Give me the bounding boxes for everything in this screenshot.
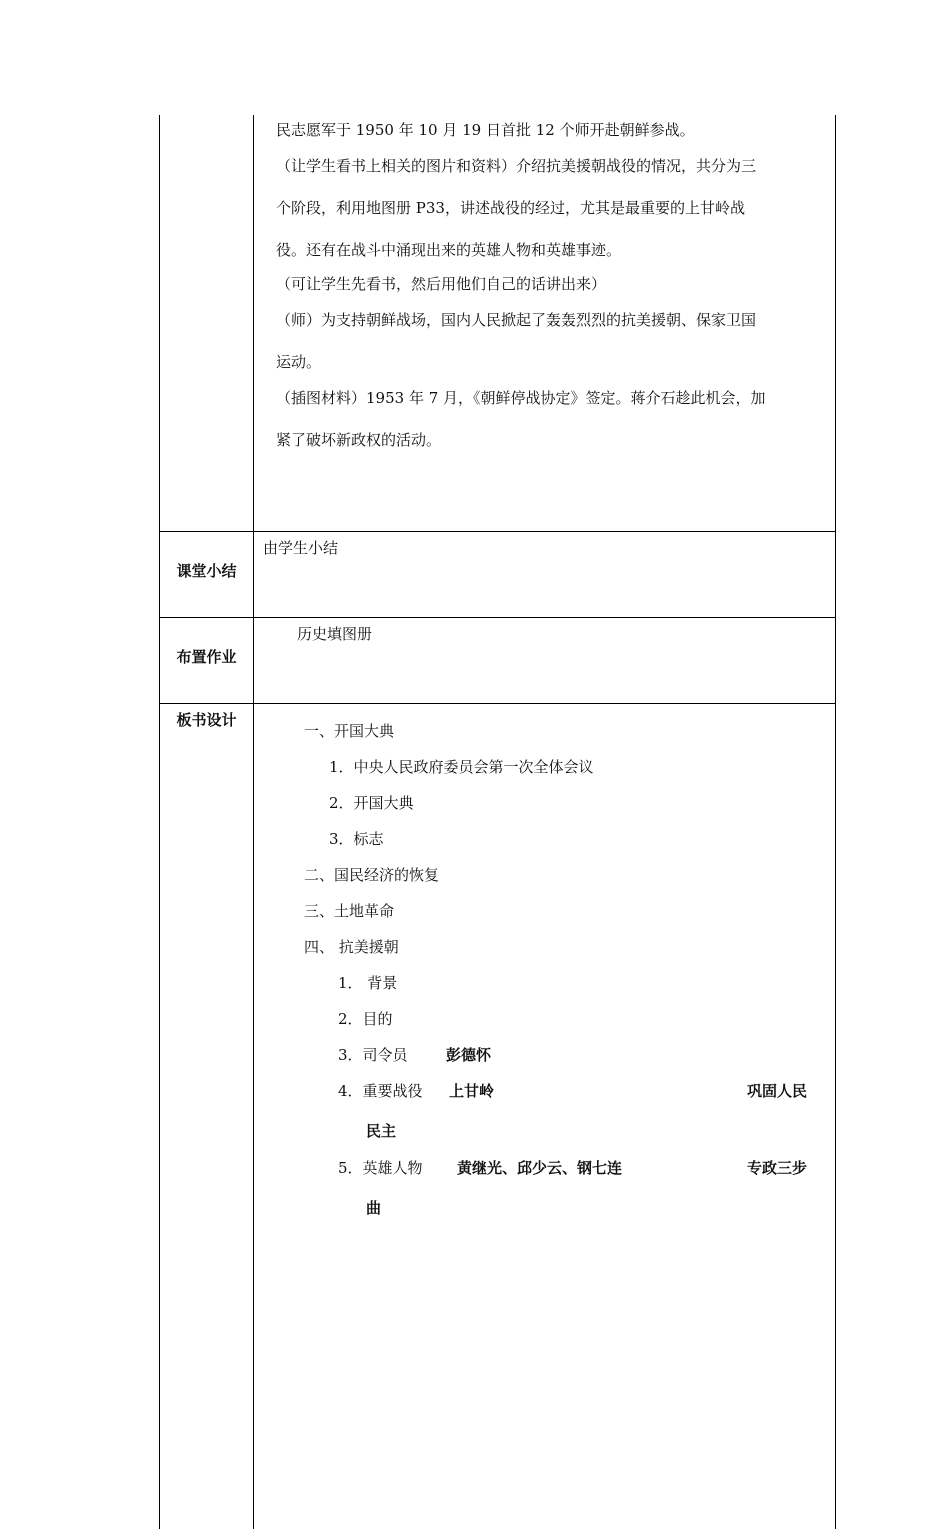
board-item: 2．目的 bbox=[338, 1010, 393, 1028]
board-right-note: 巩固人民 bbox=[747, 1082, 808, 1100]
row-divider bbox=[159, 703, 836, 704]
paragraph-line: 个阶段，利用地图册 P33，讲述战役的经过，尤其是最重要的上甘岭战 bbox=[276, 199, 745, 217]
board-section-1: 一、开国大典 bbox=[304, 722, 395, 740]
paragraph-line: （可让学生先看书，然后用他们自己的话讲出来） bbox=[276, 275, 607, 293]
board-item: 3．标志 bbox=[329, 830, 384, 848]
heroes-names: 黄继光、邱少云、钢七连 bbox=[457, 1159, 623, 1177]
paragraph-line: （让学生看书上相关的图片和资料）介绍抗美援朝战役的情况，共分为三 bbox=[276, 157, 757, 175]
paragraph-line: 役。还有在战斗中涌现出来的英雄人物和英雄事迹。 bbox=[276, 241, 622, 259]
lesson-plan-table bbox=[159, 115, 836, 1529]
battle-name: 上甘岭 bbox=[449, 1082, 495, 1100]
table-right-border bbox=[835, 115, 836, 1529]
board-right-note: 专政三步 bbox=[747, 1159, 808, 1177]
board-item: 4．重要战役 bbox=[338, 1082, 423, 1100]
board-right-note-cont: 民主 bbox=[366, 1122, 397, 1140]
row-divider bbox=[159, 617, 836, 618]
board-item: 3．司令员 bbox=[338, 1046, 408, 1064]
table-left-border bbox=[159, 115, 160, 1529]
board-section-3: 三、土地革命 bbox=[304, 902, 395, 920]
board-item: 2．开国大典 bbox=[329, 794, 414, 812]
board-design-label: 板书设计 bbox=[176, 711, 237, 729]
paragraph-line: 民志愿军于 1950 年 10 月 19 日首批 12 个师开赴朝鲜参战。 bbox=[276, 121, 695, 139]
paragraph-line: 紧了破坏新政权的活动。 bbox=[276, 431, 442, 449]
board-section-2: 二、国民经济的恢复 bbox=[304, 866, 440, 884]
summary-content: 由学生小结 bbox=[263, 539, 339, 557]
homework-content: 历史填图册 bbox=[297, 625, 373, 643]
table-column-divider bbox=[253, 115, 254, 1529]
row-divider bbox=[159, 531, 836, 532]
board-section-4: 四、 抗美援朝 bbox=[304, 938, 399, 956]
paragraph-line: （师）为支持朝鲜战场，国内人民掀起了轰轰烈烈的抗美援朝、保家卫国 bbox=[276, 311, 757, 329]
homework-label: 布置作业 bbox=[176, 648, 237, 666]
paragraph-line: （插图材料）1953 年 7 月，《朝鲜停战协定》签定。蒋介石趁此机会，加 bbox=[276, 389, 766, 407]
summary-label: 课堂小结 bbox=[176, 562, 237, 580]
board-right-note-cont: 曲 bbox=[366, 1199, 382, 1217]
board-item: 1． 背景 bbox=[338, 974, 398, 992]
paragraph-line: 运动。 bbox=[276, 353, 322, 371]
commander-name: 彭德怀 bbox=[446, 1046, 492, 1064]
board-item: 1．中央人民政府委员会第一次全体会议 bbox=[329, 758, 594, 776]
board-item: 5．英雄人物 bbox=[338, 1159, 423, 1177]
